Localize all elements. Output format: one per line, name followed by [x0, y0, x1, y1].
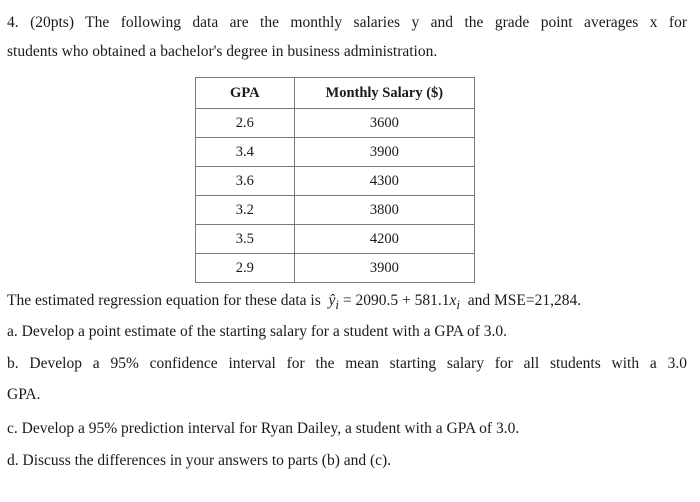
part-a: a. Develop a point estimate of the starting salary for a student with a GPA of 3.0. — [7, 323, 508, 340]
table-row — [196, 225, 475, 254]
regression-prefix: The estimated regression equation for these data is — [7, 292, 321, 309]
x-subscript: i — [456, 297, 460, 313]
regression-statement — [7, 291, 687, 315]
table-row — [196, 109, 475, 138]
table-row — [196, 167, 475, 196]
salary-cell: 3600 — [294, 109, 474, 138]
mse-text: and MSE=21,284. — [467, 292, 582, 309]
table-header-row — [196, 78, 475, 109]
part-b-line-2: GPA. — [7, 386, 41, 403]
salary-cell: 4300 — [294, 167, 474, 196]
header-monthly-salary: Monthly Salary ($) — [294, 78, 474, 109]
table-row — [196, 254, 475, 283]
table-row — [196, 196, 475, 225]
salary-cell: 3800 — [294, 196, 474, 225]
yhat-subscript: i — [335, 297, 340, 313]
yhat-symbol: ŷ — [328, 292, 336, 309]
gpa-cell: 2.6 — [196, 109, 295, 138]
salary-gpa-table — [195, 77, 475, 283]
salary-cell: 4200 — [294, 225, 474, 254]
part-d: d. Discuss the differences in your answers to parts (b) and (c). — [7, 452, 392, 469]
x-symbol: x — [449, 292, 457, 309]
regression-equation — [325, 292, 464, 313]
header-gpa: GPA — [196, 78, 295, 109]
intro-line-2: students who obtained a bachelor's degree in business administration. — [7, 43, 438, 60]
gpa-cell: 3.6 — [196, 167, 295, 196]
table-row — [196, 138, 475, 167]
gpa-cell: 3.5 — [196, 225, 295, 254]
intro-line-1: 4. (20pts) The following data are the monthly salaries y and the grade point averages x for — [7, 14, 687, 31]
salary-cell: 3900 — [294, 138, 474, 167]
salary-cell: 3900 — [294, 254, 474, 283]
part-b-line-1: b. Develop a 95% confidence interval for the mean starting salary for all students with a 3.0 — [7, 355, 687, 372]
part-c: c. Develop a 95% prediction interval for Ryan Dailey, a student with a GPA of 3.0. — [7, 420, 520, 437]
gpa-cell: 2.9 — [196, 254, 295, 283]
gpa-cell: 3.2 — [196, 196, 295, 225]
equation-rhs: = 2090.5 + 581.1 — [342, 292, 450, 309]
gpa-cell: 3.4 — [196, 138, 295, 167]
problem-intro — [7, 8, 687, 66]
